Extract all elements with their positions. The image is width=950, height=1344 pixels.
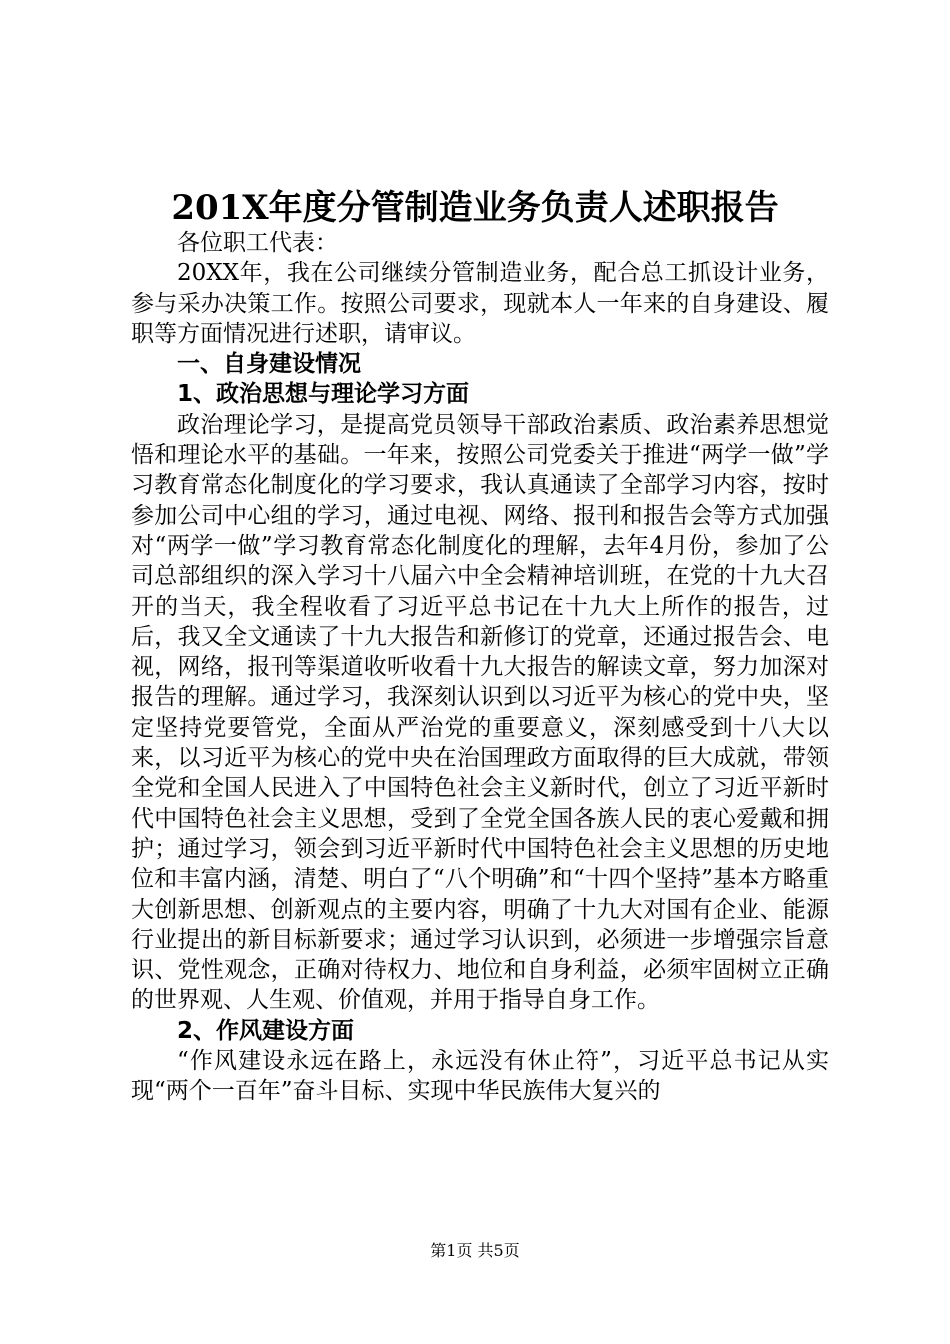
subsection-heading-work-style: 2、作风建设方面 bbox=[177, 1017, 355, 1044]
page-number-footer: 第1页 共5页 bbox=[430, 1241, 520, 1260]
salutation: 各位职工代表： bbox=[177, 230, 338, 256]
intro-paragraph: 20XX年，我在公司继续分管制造业务，配合总工抓设计业务，参与采办决策工作。按照公司要求，现就本人一年来的自身建设、履职等方面情况进行述职，请审议。 bbox=[131, 260, 829, 347]
political-study-paragraph: 政治理论学习，是提高党员领导干部政治素质、政治素养思想觉悟和理论水平的基础。一年来，按照公司党委关于推进“两学一做”学习教育常态化制度化的学习要求，我认真通读了全部学习内容，按时参加公司中心组的学习，通过电视、网络、报刊和报告会等方式加强对“两学一做”学习教育常态化制度化的理解，去年4月份，参加了公司总部组织的深入学习十八届六中全会精神培训班，在党的十九大召开的当天，我全程收看了习近平总书记在十九大上所作的报告，过后，我又全文通读了十九大报告和新修订的党章，还通过报告会、电视，网络，报刊等渠道收听收看十九大报告的解读文章，努力加深对报告的理解。通过学习，我深刻认识到以习近平为核心的党中央，坚定坚持党要管党，全面从严治党的重要意义，深刻感受到十八大以来，以习近平为核心的党中央在治国理政方面取得的巨大成就，带领全党和全国人民进入了中国特色社会主义新时代，创立了习近平新时代中国特色社会主义思想，受到了全党全国各族人民的衷心爱戴和拥护；通过学习，领会到习近平新时代中国特色社会主义思想的历史地位和丰富内涵，清楚、明白了“八个明确”和“十四个坚持”基本方略重大创新思想、创新观点的主要内容，明确了十九大对国有企业、能源行业提出的新目标新要求；通过学习认识到，必须进一步增强宗旨意识、党性观念，正确对待权力、地位和自身利益，必须牢固树立正确的世界观、人生观、价值观，并用于指导自身工作。 bbox=[131, 411, 829, 1014]
document-title: 201X年度分管制造业务负责人述职报告 bbox=[171, 188, 779, 228]
section-heading-self-building: 一、自身建设情况 bbox=[177, 351, 361, 378]
document-body bbox=[131, 228, 829, 1107]
work-style-paragraph: “作风建设永远在路上，永远没有休止符”，习近平总书记从实现“两个一百年”奋斗目标、实现中华民族伟大复兴的 bbox=[131, 1048, 829, 1105]
subsection-heading-political-study: 1、政治思想与理论学习方面 bbox=[177, 381, 470, 408]
